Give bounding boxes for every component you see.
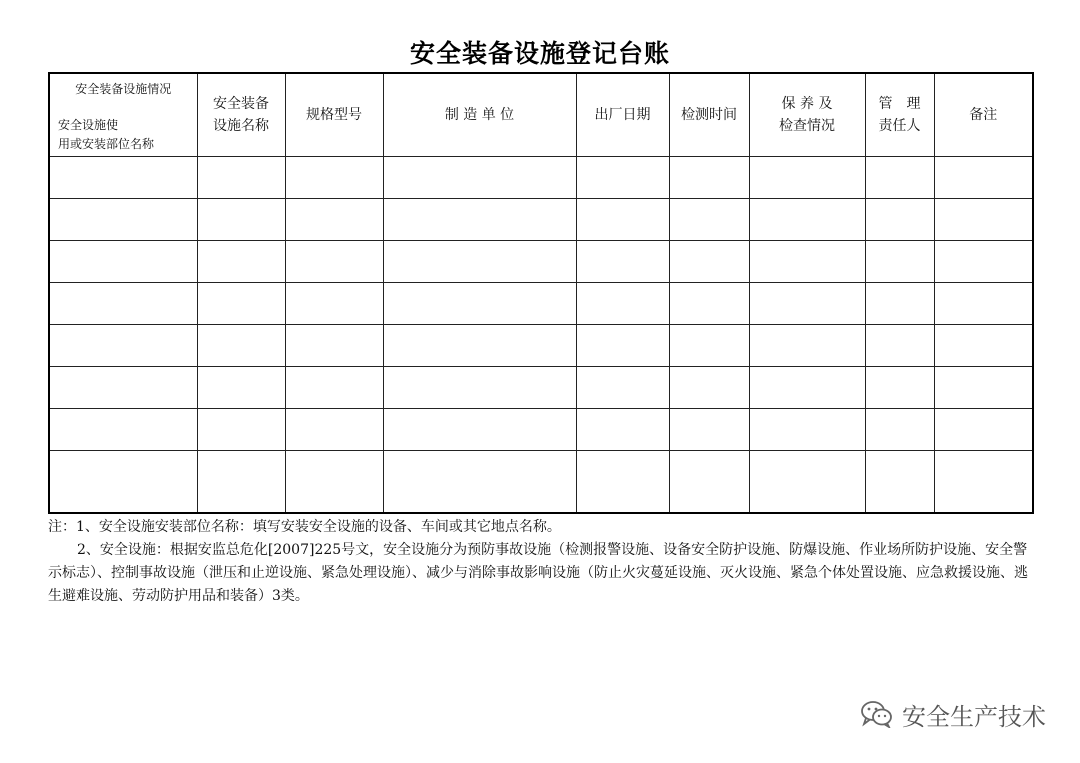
table-cell[interactable] — [49, 282, 197, 324]
table-cell[interactable] — [197, 157, 285, 199]
table-cell[interactable] — [749, 450, 865, 513]
table-cell[interactable] — [49, 198, 197, 240]
table-header-row — [49, 73, 1033, 157]
table-cell[interactable] — [49, 240, 197, 282]
note-1: 注：1、安全设施安装部位名称：填写安装安全设施的设备、车间或其它地点名称。 — [48, 519, 561, 535]
table-cell[interactable] — [669, 282, 749, 324]
header-cell-maintenance — [749, 73, 865, 157]
table-row — [49, 408, 1033, 450]
table-cell[interactable] — [669, 324, 749, 366]
table-cell[interactable] — [285, 408, 383, 450]
header-line: 出厂日期 — [594, 107, 651, 123]
table-cell[interactable] — [49, 324, 197, 366]
table-cell[interactable] — [383, 240, 576, 282]
table-cell[interactable] — [865, 198, 934, 240]
table-cell[interactable] — [285, 157, 383, 199]
table-cell[interactable] — [383, 366, 576, 408]
header-line: 检查情况 — [779, 118, 835, 134]
corner-top-label: 安全装备设施情况 — [75, 82, 172, 96]
header-line: 规格型号 — [306, 107, 362, 123]
table-row — [49, 324, 1033, 366]
table-cell[interactable] — [285, 450, 383, 513]
notes-section — [48, 516, 1038, 608]
table-cell[interactable] — [749, 366, 865, 408]
table-cell[interactable] — [285, 282, 383, 324]
table-cell[interactable] — [197, 324, 285, 366]
table-cell[interactable] — [669, 157, 749, 199]
header-cell-manufacturer — [383, 73, 576, 157]
header-line: 管 理 — [878, 96, 921, 112]
table-cell[interactable] — [934, 450, 1033, 513]
header-cell-manager — [865, 73, 934, 157]
table-cell[interactable] — [197, 408, 285, 450]
header-cell-test-time — [669, 73, 749, 157]
watermark-text: 安全生产技术 — [902, 702, 1046, 731]
table-row — [49, 366, 1033, 408]
table-cell[interactable] — [865, 324, 934, 366]
table-cell[interactable] — [749, 408, 865, 450]
table-cell[interactable] — [576, 157, 669, 199]
table-cell[interactable] — [197, 240, 285, 282]
header-cell-model — [285, 73, 383, 157]
table-cell[interactable] — [576, 240, 669, 282]
note-2: 2、安全设施：根据安监总危化[2007]225号文，安全设施分为预防事故设施（检测报警设施、设备安全防护设施、防爆设施、作业场所防护设施、安全警示标志）、控制事故设施（泄压和止逆设施、紧急处理设施）、减少与消除事故影响设施（防止火灾蔓延设施、灭火设施、紧急个体处置设施、应急救援设施、逃生避难设施、劳动防护用品和装备）3类。 — [48, 542, 1028, 604]
table-cell[interactable] — [383, 157, 576, 199]
table-cell[interactable] — [383, 324, 576, 366]
table-cell[interactable] — [934, 366, 1033, 408]
table-cell[interactable] — [49, 157, 197, 199]
table-row — [49, 157, 1033, 199]
corner-bottom-label — [58, 116, 154, 154]
table-row — [49, 240, 1033, 282]
table-cell[interactable] — [576, 324, 669, 366]
header-line: 责任人 — [878, 118, 921, 134]
table-cell[interactable] — [865, 157, 934, 199]
table-cell[interactable] — [49, 408, 197, 450]
header-line: 检测时间 — [681, 107, 737, 123]
header-cell-facility-name — [197, 73, 285, 157]
table-cell[interactable] — [285, 198, 383, 240]
table-cell[interactable] — [576, 450, 669, 513]
table-cell[interactable] — [749, 282, 865, 324]
table-cell[interactable] — [576, 408, 669, 450]
table-cell[interactable] — [934, 324, 1033, 366]
table-cell[interactable] — [934, 157, 1033, 199]
table-cell[interactable] — [49, 366, 197, 408]
table-cell[interactable] — [749, 240, 865, 282]
table-cell[interactable] — [669, 450, 749, 513]
table-cell[interactable] — [576, 282, 669, 324]
table-cell[interactable] — [934, 282, 1033, 324]
table-cell[interactable] — [285, 366, 383, 408]
table-cell[interactable] — [197, 198, 285, 240]
page-title: 安全装备设施登记台账 — [409, 39, 670, 68]
header-cell-production-date — [576, 73, 669, 157]
table-cell[interactable] — [749, 198, 865, 240]
table-cell[interactable] — [383, 198, 576, 240]
header-line: 制 造 单 位 — [444, 107, 515, 123]
table-row — [49, 282, 1033, 324]
table-cell[interactable] — [669, 240, 749, 282]
header-line: 备注 — [969, 107, 998, 123]
header-line: 保 养 及 — [781, 96, 833, 112]
header-line: 安全装备 — [213, 96, 269, 112]
header-cell-remarks — [934, 73, 1033, 157]
table-cell[interactable] — [934, 198, 1033, 240]
ledger-table — [48, 72, 1034, 514]
wechat-icon — [860, 700, 894, 728]
corner-header-cell — [49, 73, 197, 157]
table-cell[interactable] — [934, 408, 1033, 450]
table-cell[interactable] — [197, 282, 285, 324]
table-cell[interactable] — [669, 198, 749, 240]
table-cell[interactable] — [865, 366, 934, 408]
table-cell[interactable] — [865, 282, 934, 324]
table-cell[interactable] — [197, 450, 285, 513]
watermark — [860, 697, 1046, 731]
table-cell[interactable] — [383, 282, 576, 324]
table-cell[interactable] — [49, 450, 197, 513]
header-line: 设施名称 — [213, 118, 269, 134]
table-cell[interactable] — [749, 157, 865, 199]
table-cell[interactable] — [383, 450, 576, 513]
table-row — [49, 198, 1033, 240]
table-row — [49, 450, 1033, 513]
table-cell[interactable] — [669, 366, 749, 408]
table-cell[interactable] — [576, 198, 669, 240]
table-cell[interactable] — [865, 240, 934, 282]
table-cell[interactable] — [383, 408, 576, 450]
table-cell[interactable] — [197, 366, 285, 408]
corner-bottom-line1: 安全设施使 — [58, 118, 119, 132]
table-cell[interactable] — [285, 240, 383, 282]
corner-bottom-line2: 用或安装部位名称 — [58, 137, 155, 151]
table-cell[interactable] — [934, 240, 1033, 282]
table-cell[interactable] — [669, 408, 749, 450]
table-cell[interactable] — [865, 450, 934, 513]
table-cell[interactable] — [285, 324, 383, 366]
table-cell[interactable] — [865, 408, 934, 450]
table-cell[interactable] — [749, 324, 865, 366]
table-cell[interactable] — [576, 366, 669, 408]
